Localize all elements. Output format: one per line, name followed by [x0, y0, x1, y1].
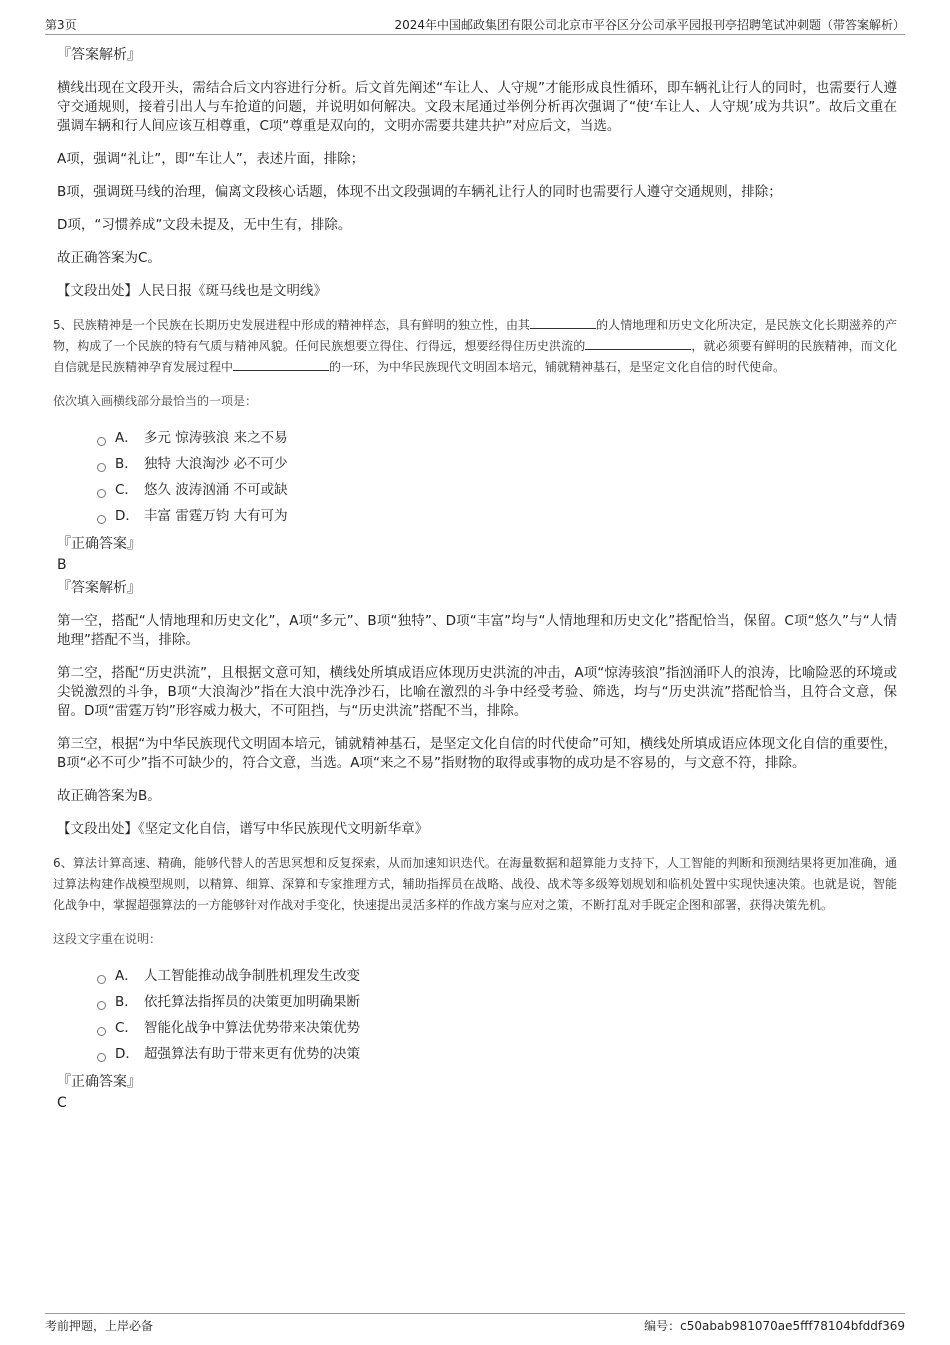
question-5-options — [97, 425, 897, 529]
source-citation: 【文段出处】人民日报《斑马线也是文明线》 — [57, 283, 327, 299]
option-a[interactable]: A． 多元 惊涛骇浪 来之不易 — [97, 425, 897, 451]
answer-conclusion: 故正确答案为B。 — [57, 788, 161, 804]
option-c[interactable]: C． 悠久 波涛汹涌 不可或缺 — [97, 477, 897, 503]
page-header — [45, 14, 905, 35]
fill-blank-2 — [585, 336, 691, 350]
option-b[interactable]: B． 独特 大浪淘沙 必不可少 — [97, 451, 897, 477]
correct-answer-value: B — [57, 557, 67, 573]
analysis-paragraph: 第三空，根据“为中华民族现代文明固本培元，铺就精神基石，是坚定文化自信的时代使命”可知，横线处所填成语应体现文化自信的重要性，B项“必不可少”指不可缺少的，符合文意，当选。A项“来之不易”指财物的取得或事物的成功是不容易的，与文意不符，排除。 — [57, 736, 897, 771]
answer-conclusion: 故正确答案为C。 — [57, 250, 161, 266]
radio-button[interactable] — [97, 1027, 106, 1036]
option-b[interactable]: B． 依托算法指挥员的决策更加明确果断 — [97, 989, 897, 1015]
correct-answer-value: C — [57, 1095, 67, 1111]
question-5-stem: 5、民族精神是一个民族在长期历史发展进程中形成的精神样态，具有鲜明的独立性，由其 的人情地理和历史文化所决定，是民族文化长期滋养的产物，构成了一个民族的特有气质与精神风貌。任何民族想要立得住、行得远，想要经得住历史洪流的 ，就必须要有鲜明的民族精神，而文化自信就是民族精神孕育发展过程中 的一环，为中华民族现代文明固本培元，铺就精神基石，是坚定文化自信的时代使命。 — [53, 315, 897, 378]
fill-blank-1 — [530, 315, 596, 329]
document-id-value: c50abab981070ae5fff78104bfddf369 — [680, 1319, 905, 1333]
option-a[interactable]: A． 人工智能推动战争制胜机理发生改变 — [97, 963, 897, 989]
radio-button[interactable] — [97, 1053, 106, 1062]
page-content — [53, 46, 897, 1117]
question-6-stem: 6、算法计算高速、精确，能够代替人的苦思冥想和反复探索，从而加速知识迭代。在海量数据和超算能力支持下，人工智能的判断和预测结果将更加准确，通过算法构建作战模型规则，以精算、细算、深算和专家推理方式，辅助指挥员在战略、战役、战术等多级筹划规划和临机处置中实现快速决策。也就是说，智能化战争中，掌握超强算法的一方能够针对作战对手变化，快速提出灵活多样的作战方案与应对之策，不断打乱对手既定企图和部署，获得决策先机。 — [53, 856, 897, 912]
option-c[interactable]: C． 智能化战争中算法优势带来决策优势 — [97, 1015, 897, 1041]
page-number: 第3页 — [45, 18, 77, 32]
analysis-paragraph: 横线出现在文段开头，需结合后文内容进行分析。后文首先阐述“车让人、人守规”才能形成良性循环，即车辆礼让行人的同时，也需要行人遵守交通规则，接着引出人与车抢道的问题，并说明如何解决。文段末尾通过举例分析再次强调了“使‘车让人、人守规’成为共识”。故后文重在强调车辆和行人间应该互相尊重，C项“尊重是双向的，文明亦需要共建共护”对应后文，当选。 — [57, 80, 897, 134]
radio-button[interactable] — [97, 515, 106, 524]
analysis-tag: 『答案解析』 — [57, 580, 141, 596]
document-id-label: 编号： — [644, 1319, 681, 1333]
option-d[interactable]: D． 超强算法有助于带来更有优势的决策 — [97, 1041, 897, 1067]
correct-answer-tag: 『正确答案』 — [57, 536, 141, 552]
radio-button[interactable] — [97, 1001, 106, 1010]
question-6-prompt: 这段文字重在说明： — [53, 932, 162, 946]
source-citation: 【文段出处】《坚定文化自信，谱写中华民族现代文明新华章》 — [57, 821, 429, 837]
question-5-prompt: 依次填入画横线部分最恰当的一项是： — [53, 394, 258, 408]
radio-button[interactable] — [97, 489, 106, 498]
document-id — [644, 1317, 905, 1334]
analysis-paragraph: D项，“习惯养成”文段未提及，无中生有，排除。 — [57, 217, 352, 233]
radio-button[interactable] — [97, 463, 106, 472]
radio-button[interactable] — [97, 975, 106, 984]
analysis-paragraph: B项，强调斑马线的治理，偏离文段核心话题，体现不出文段强调的车辆礼让行人的同时也需要行人遵守交通规则，排除； — [57, 184, 782, 200]
analysis-paragraph: 第一空，搭配“人情地理和历史文化”，A项“多元”、B项“独特”、D项“丰富”均与“人情地理和历史文化”搭配恰当，保留。C项“悠久”与“人情地理”搭配不当，排除。 — [57, 613, 897, 648]
analysis-paragraph: A项，强调“礼让”，即“车让人”，表述片面，排除； — [57, 151, 365, 167]
document-title: 2024年中国邮政集团有限公司北京市平谷区分公司承平园报刊亭招聘笔试冲刺题（带答案解析） — [394, 18, 905, 32]
page-footer — [45, 1313, 905, 1333]
footer-slogan: 考前押题，上岸必备 — [45, 1319, 154, 1333]
option-d[interactable]: D． 丰富 雷霆万钧 大有可为 — [97, 503, 897, 529]
question-6-options — [97, 963, 897, 1067]
correct-answer-tag: 『正确答案』 — [57, 1074, 141, 1090]
analysis-tag: 『答案解析』 — [57, 47, 141, 63]
fill-blank-3 — [233, 357, 329, 371]
radio-button[interactable] — [97, 437, 106, 446]
analysis-paragraph: 第二空，搭配“历史洪流”，且根据文意可知，横线处所填成语应体现历史洪流的冲击，A项“惊涛骇浪”指汹涌吓人的浪涛，比喻险恶的环境或尖锐激烈的斗争，B项“大浪淘沙”指在大浪中洗净沙石，比喻在激烈的斗争中经受考验、筛选，均与“历史洪流”搭配恰当，且符合文意，保留。D项“雷霆万钧”形容威力极大，不可阻挡，与“历史洪流”搭配不当，排除。 — [57, 665, 897, 719]
